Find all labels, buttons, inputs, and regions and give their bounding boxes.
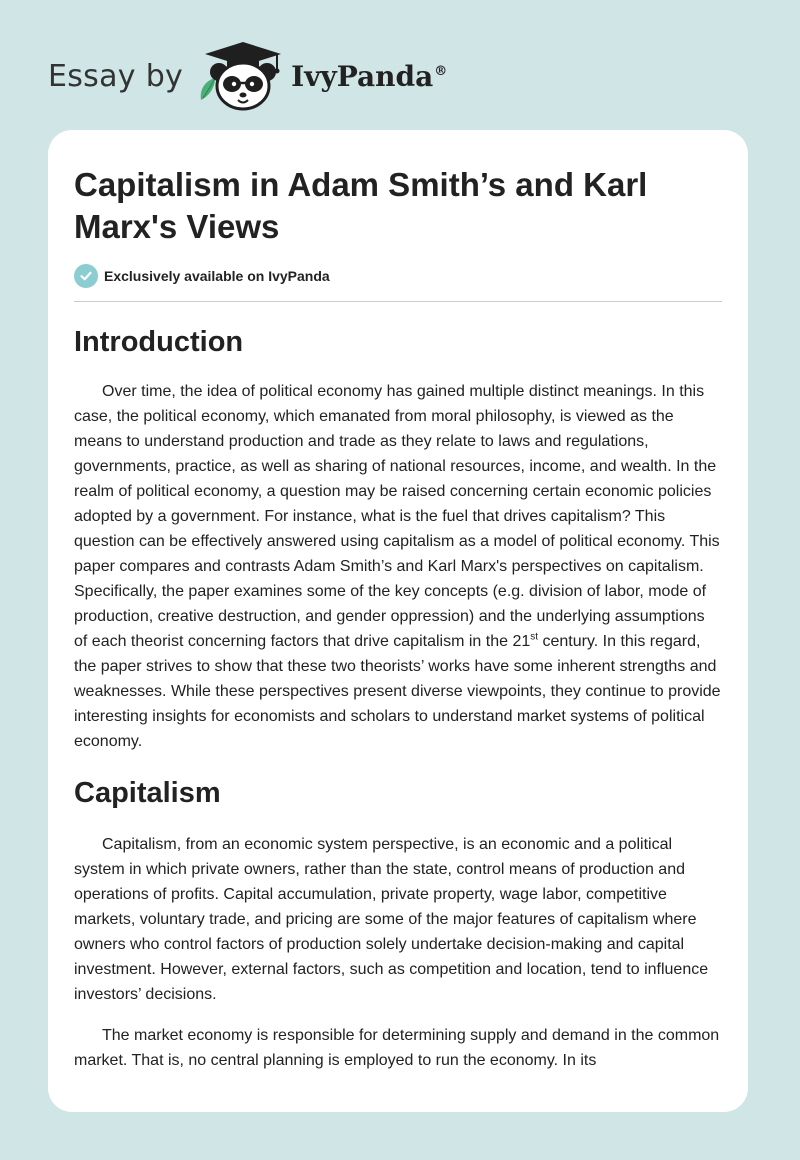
exclusive-badge — [74, 264, 722, 288]
exclusive-label: Exclusively available on IvyPanda — [104, 268, 330, 284]
capitalism-paragraph-2: The market economy is responsible for determining supply and demand in the common market. That is, no central planning is employed to run the economy. In its — [74, 1027, 720, 1069]
brand-name: IvyPanda® — [291, 59, 448, 93]
ordinal-superscript: st — [530, 631, 539, 643]
section-heading-capitalism: Capitalism — [74, 777, 221, 809]
brand-header — [48, 36, 447, 116]
divider — [74, 301, 722, 302]
registered-mark: ® — [434, 64, 448, 80]
capitalism-paragraph-1: Capitalism, from an economic system perspective, is an economic and a political system in which private owners, rather than the state, control means of production and operations of profits. Capital accumulation, private property, wage labor, competitive markets, voluntary trade, and pricing are some of the major features of capitalism where owners who control factors of production solely undertake decision-making and capital investment. However, external factors, such as competition and location, tend to influence investors’ decisions. — [74, 836, 709, 1003]
panda-graduate-icon — [197, 40, 285, 112]
essay-card — [48, 130, 748, 1112]
page-title: Capitalism in Adam Smith’s and Karl Marx's Views — [74, 166, 648, 245]
check-icon — [74, 264, 98, 288]
intro-paragraph: Over time, the idea of political economy has gained multiple distinct meanings. In this case, the political economy, which emanated from moral philosophy, is viewed as the means to understand production and trade as they relate to laws and regulations, governments, practice, as well as sharing of national resources, income, and wealth. In the realm of political economy, a question may be raised concerning certain economic policies adopted by a government. For instance, what is the fuel that drives capitalism? This question can be effectively answered using capitalism as a model of political economy. This paper compares and contrasts Adam Smith’s and Karl Marx's perspectives on capitalism. Specifically, the paper examines some of the key concepts (e.g. division of labor, mode of production, creative destruction, and gender oppression) and the underlying assumptions of each theorist concerning factors that drive capitalism in the 21st century. In this regard, the paper strives to show that these two theorists’ works have some inherent strengths and weaknesses. While these perspectives present diverse viewpoints, they continue to provide interesting insights for economists and scholars to understand market systems of political economy. — [74, 383, 721, 750]
essay-by-label: Essay by — [48, 58, 184, 94]
section-heading-introduction: Introduction — [74, 326, 244, 358]
